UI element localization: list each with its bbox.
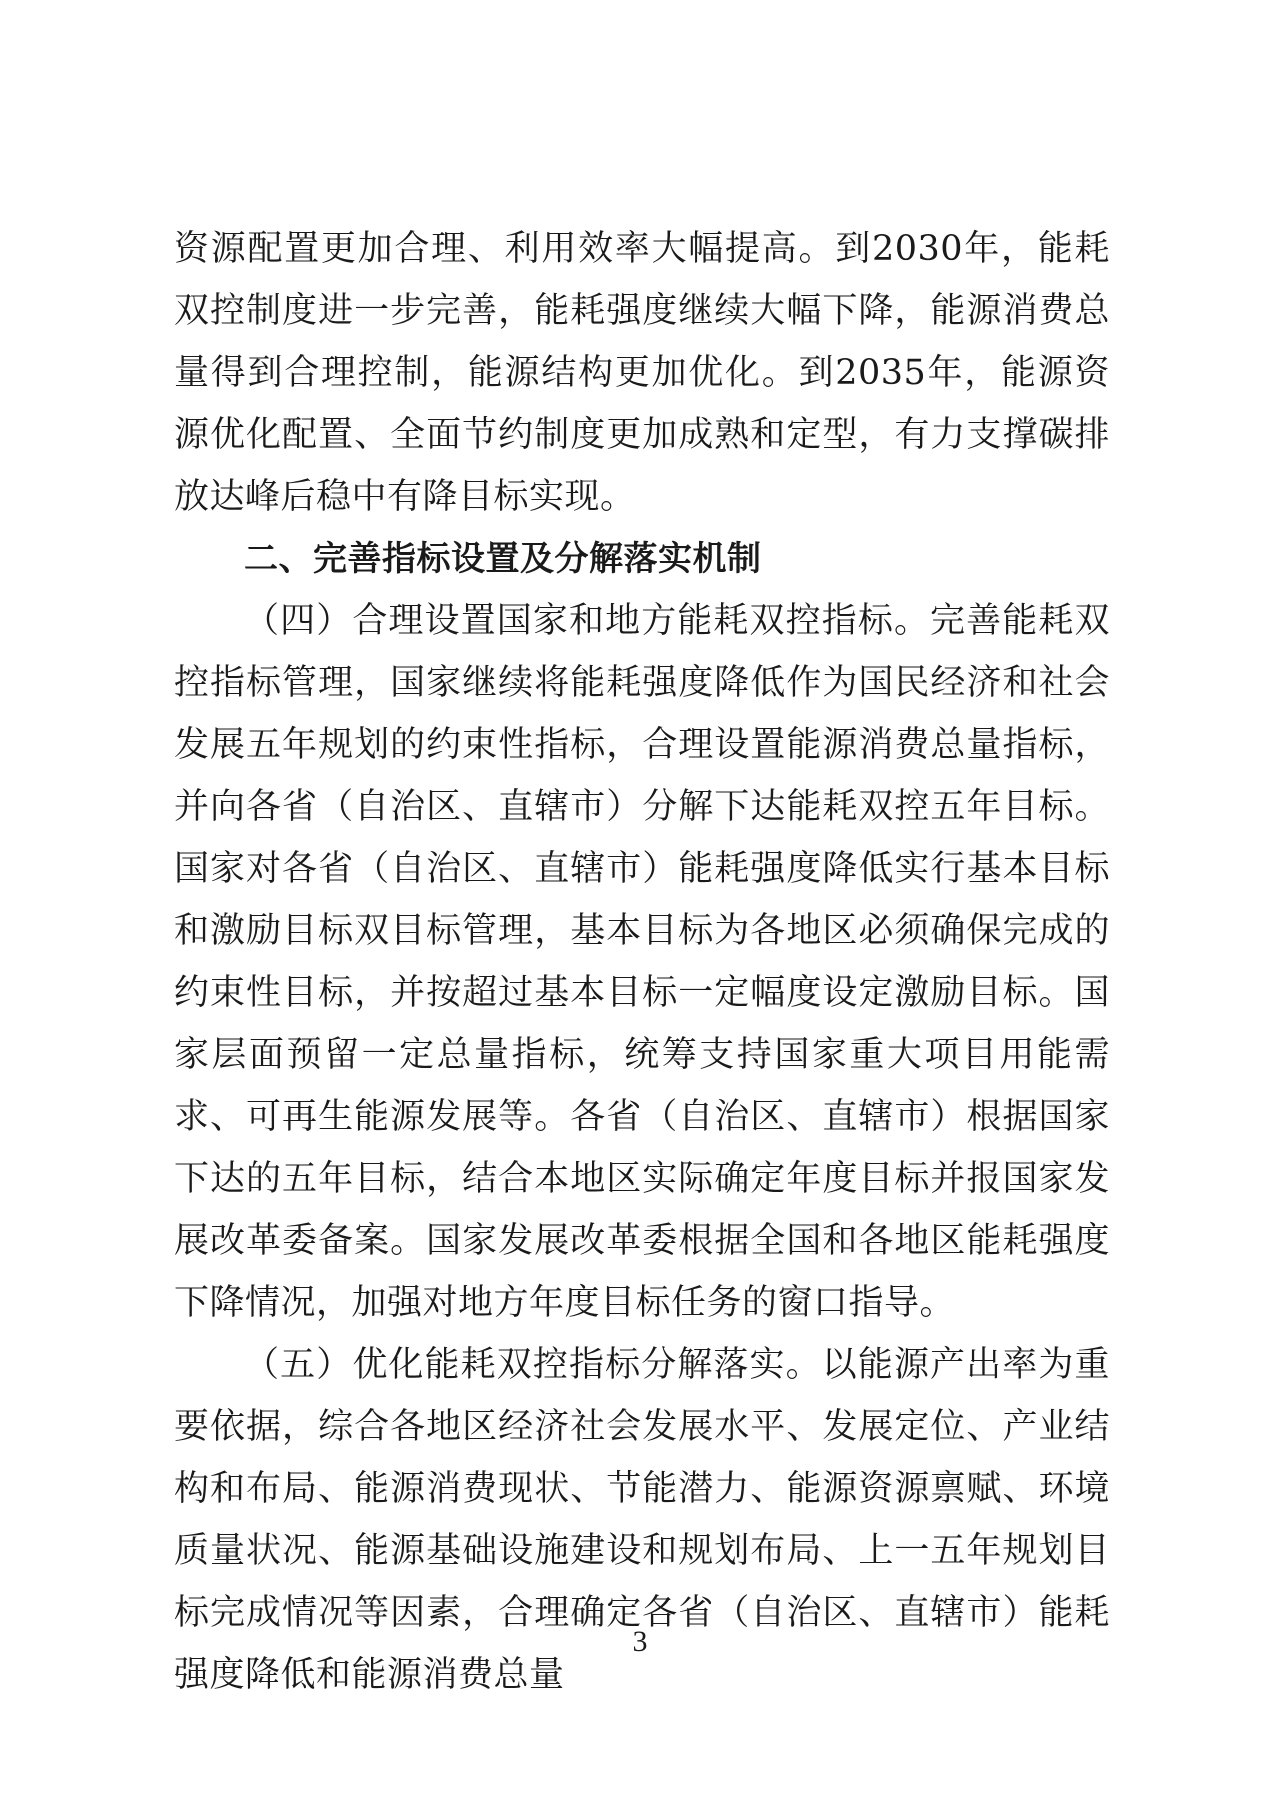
body-text — [174, 218, 1110, 1706]
paragraph-item-5: （五）优化能耗双控指标分解落实。以能源产出率为重要依据，综合各地区经济社会发展水平、发展定位、产业结构和布局、能源消费现状、节能潜力、能源资源禀赋、环境质量状况、能源基础设施建设和规划布局、上一五年规划目标完成情况等因素，合理确定各省（自治区、直辖市）能耗强度降低和能源消费总量 — [174, 1345, 1110, 1695]
page-number: 3 — [632, 1625, 648, 1658]
paragraph-continuation: 资源配置更加合理、利用效率大幅提高。到2030年，能耗双控制度进一步完善，能耗强度继续大幅下降，能源消费总量得到合理控制，能源结构更加优化。到2035年，能源资源优化配置、全面节约制度更加成熟和定型，有力支撑碳排放达峰后稳中有降目标实现。 — [174, 229, 1110, 517]
section-heading: 二、完善指标设置及分解落实机制 — [244, 539, 762, 579]
paragraph-item-4: （四）合理设置国家和地方能耗双控指标。完善能耗双控指标管理，国家继续将能耗强度降低作为国民经济和社会发展五年规划的约束性指标，合理设置能源消费总量指标，并向各省（自治区、直辖市）分解下达能耗双控五年目标。国家对各省（自治区、直辖市）能耗强度降低实行基本目标和激励目标双目标管理，基本目标为各地区必须确保完成的约束性目标，并按超过基本目标一定幅度设定激励目标。国家层面预留一定总量指标，统筹支持国家重大项目用能需求、可再生能源发展等。各省（自治区、直辖市）根据国家下达的五年目标，结合本地区实际确定年度目标并报国家发展改革委备案。国家发展改革委根据全国和各地区能耗强度下降情况，加强对地方年度目标任务的窗口指导。 — [174, 601, 1110, 1323]
